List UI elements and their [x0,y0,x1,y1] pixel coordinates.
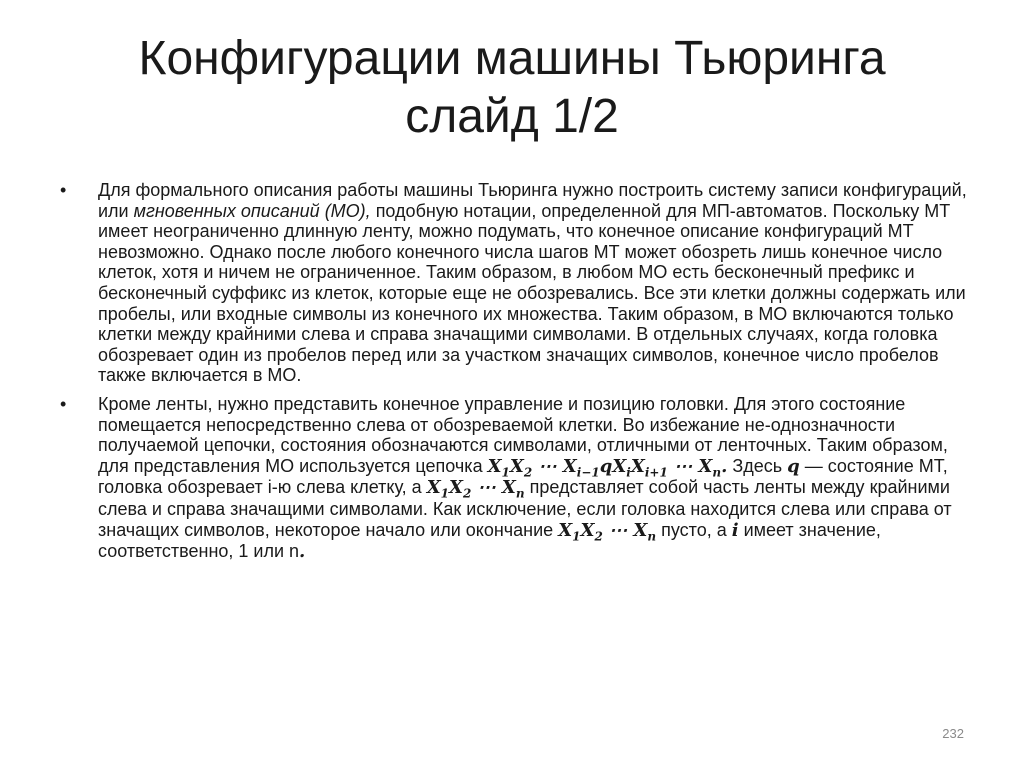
math-i: i [731,519,739,541]
bullet-2-text-5: пусто, а [656,519,732,540]
bullet-2-text-4: представляет собой часть ленты между крайними слева и справа значащими символами. Как исключение, если головка находится слева или справа от значащих символов, некоторое начало или окончание [98,477,952,540]
slide-title-line1: Конфигурации машины Тьюринга [138,32,886,85]
bullet-2-text-3: — состояние МТ, головка обозревает i-ю слева клетку, а [98,455,948,498]
bullet-2-text-7: n [289,541,300,562]
bullet-marker: • [60,180,67,200]
bullet-marker: • [60,393,67,414]
bullet-item-2 [60,394,980,563]
bullet-2-text-2: Здесь [727,455,788,476]
bullet-2-text-1: Кроме ленты, нужно представить конечное управление и позицию головки. Для этого состояние помещается непосредственно слева от обозреваемой клетки. Во избежание не-однозначности получаемой цепочки, состояния обозначаются символами, отличными от ленточных. Таким образом, для представления МО используется цепочка [98,393,948,476]
math-tape-formula-2: $X_1X_2$ ⋯ $X_n$ [558,519,657,544]
bullet-2-text-8: . [299,541,306,563]
slide-title [60,30,964,146]
math-id-formula: $X_1X_2$ ⋯ $X_{i-1}qX_iX_{i+1}$ ⋯ $X_n$. [487,455,728,480]
slide-title-line2: слайд 1/2 [405,90,619,143]
bullet-1-text-b: подобную нотации, определенной для МП-автоматов. Поскольку МТ имеет неограниченно длинную ленту, можно подумать, что конечное описание конфигураций МТ невозможно. Однако после любого конечного числа шагов МТ может обозреть лишь конечное число клеток, хотя и ничем не ограниченное. Таким образом, в любом МО есть бесконечный префикс и бесконечный суффикс из клеток, которые еще не обозревались. Все эти клетки должны содержать или пробелы, или входные символы из конечного их множества. Таким образом, в МО включаются только клетки между крайними слева и справа значащими символами. В отдельных случаях, когда головка обозревает один из пробелов перед или за участком значащих символов, конечное число пробелов также включается в МО. [98,200,966,386]
math-tape-formula-1: $X_1X_2$ ⋯ $X_n$ [426,477,525,501]
bullet-2-text-6: имеет значение, соответственно, 1 или [98,519,881,562]
bullet-item-1 [60,180,980,386]
bullet-1-text-a: Для формального описания работы машины Тьюринга нужно построить систему записи конфигураций, или [98,180,967,221]
slide-content [60,180,980,571]
math-q: q [787,455,800,477]
page-number: 232 [942,726,964,741]
bullet-1-italic: мгновенных описаний (МО), [133,200,371,221]
